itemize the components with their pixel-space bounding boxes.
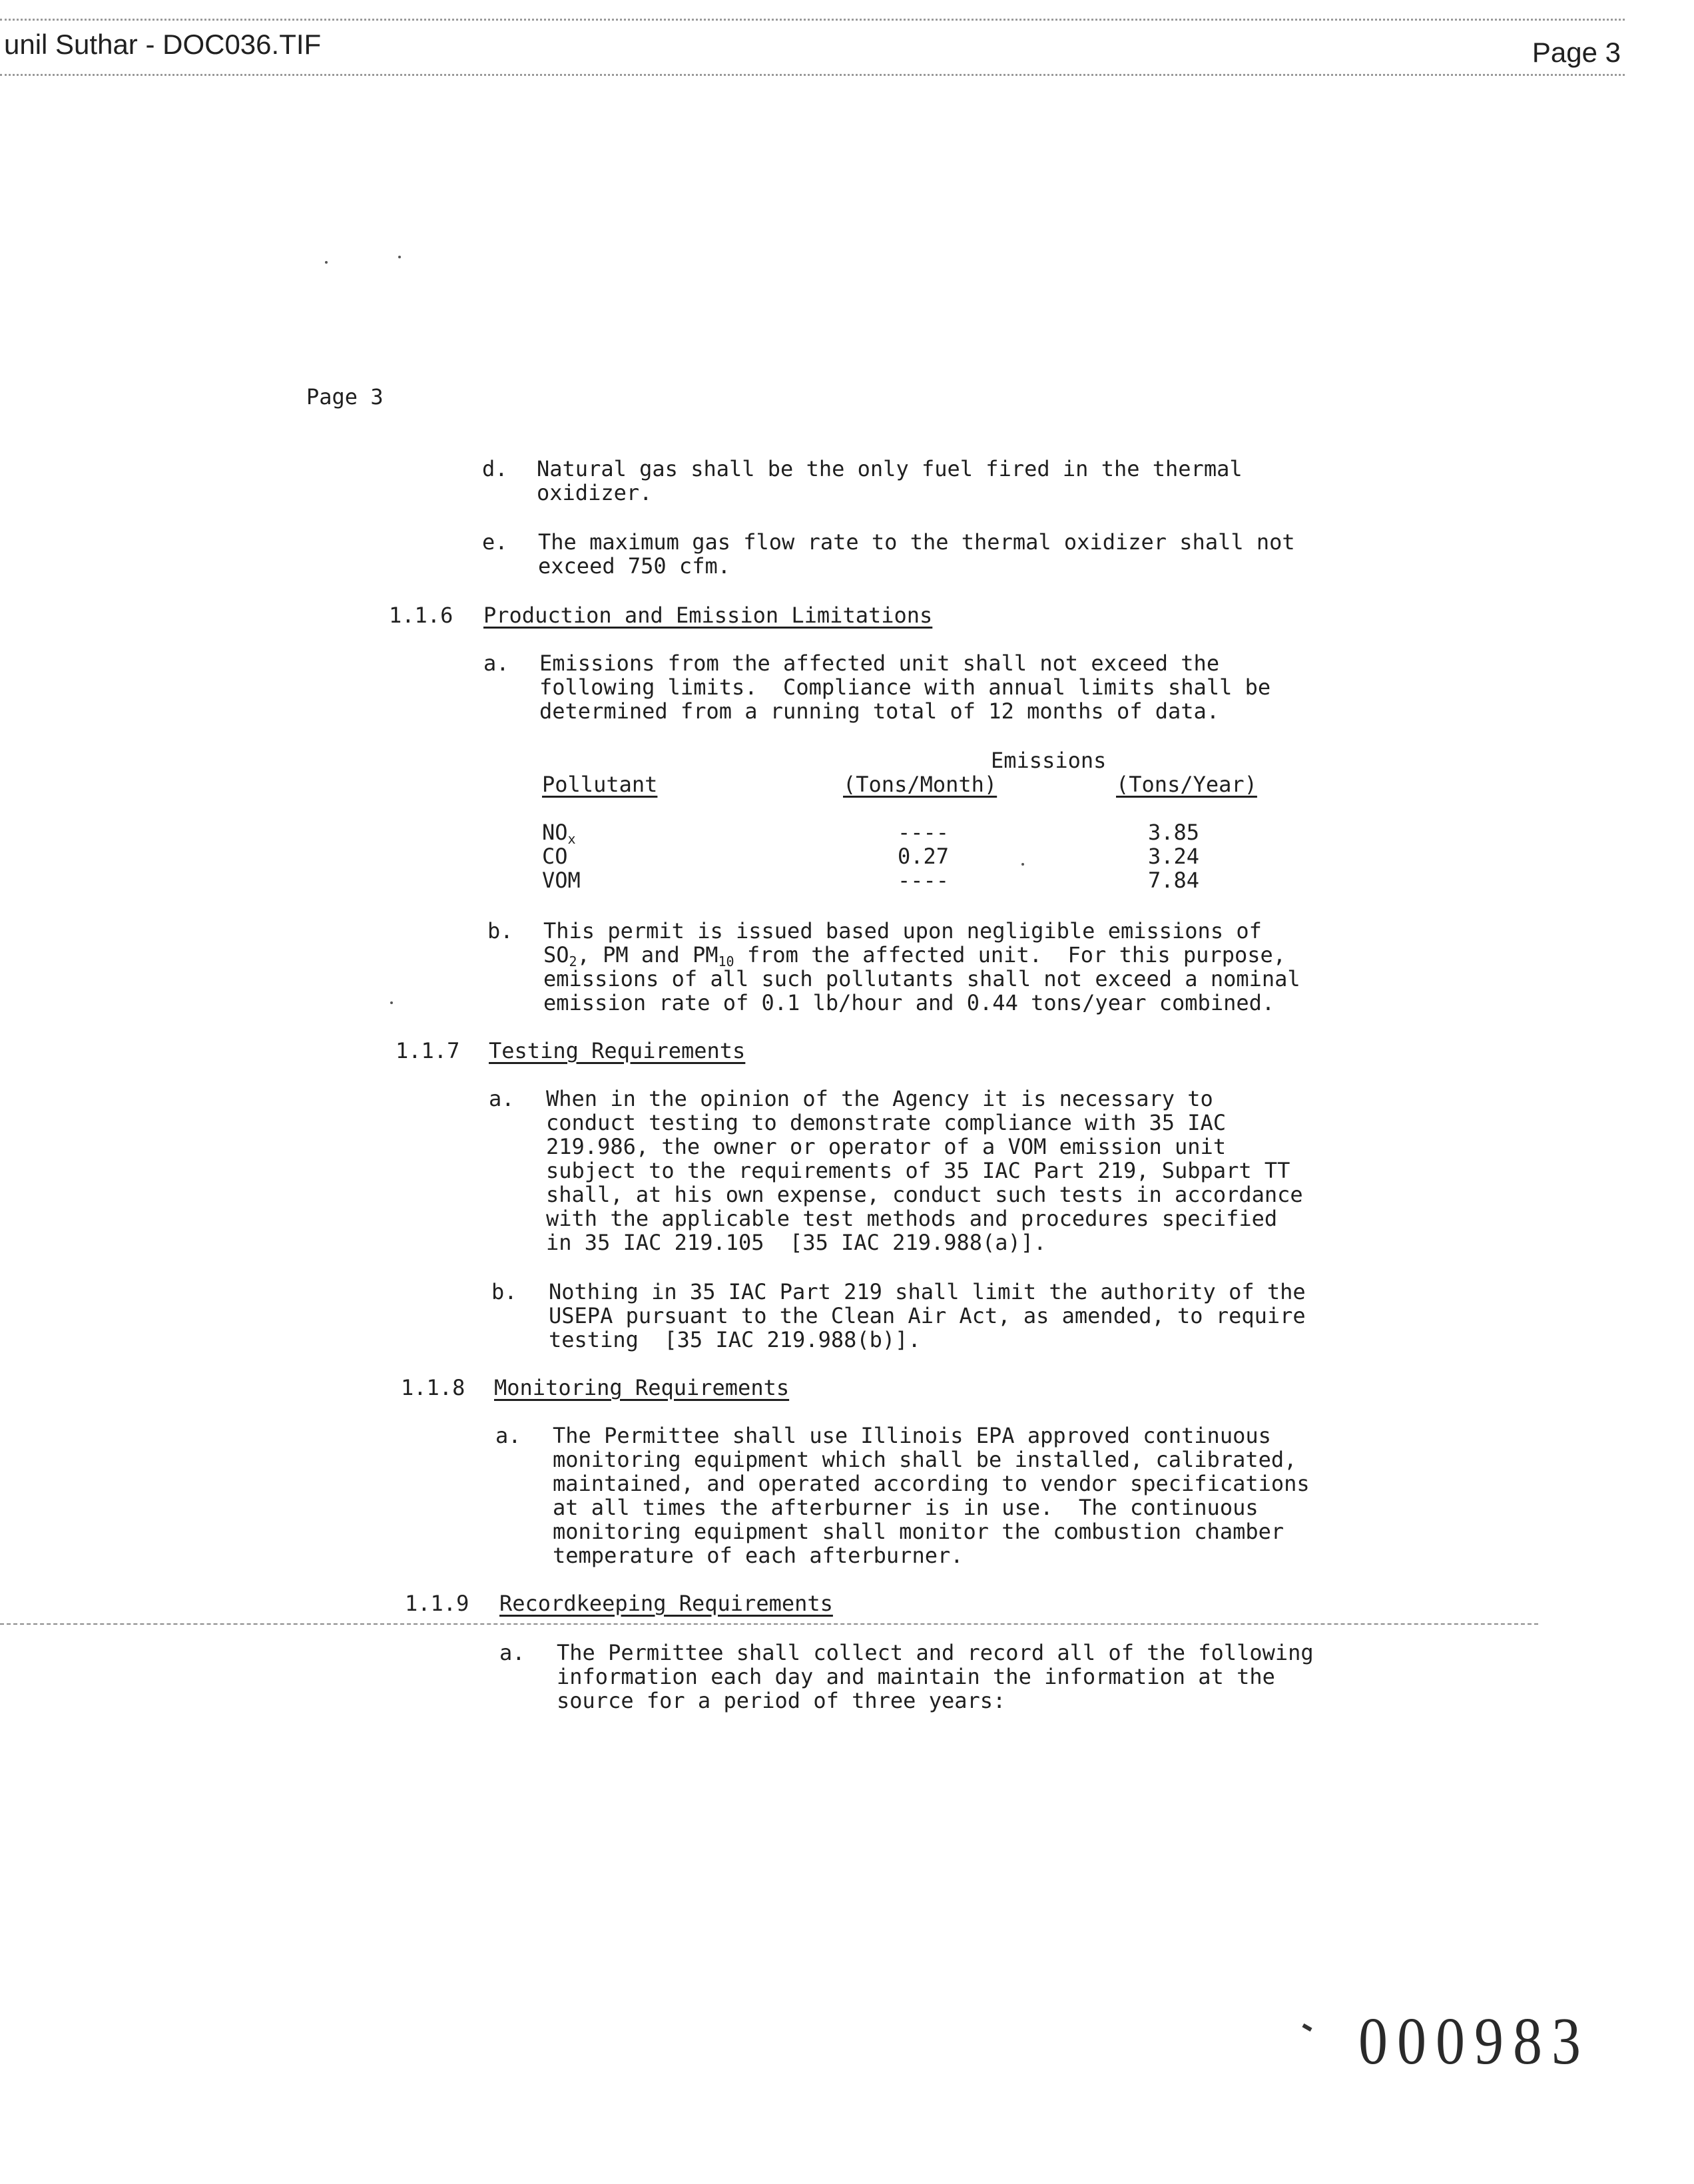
tons-year-cell: 7.84 bbox=[1148, 868, 1200, 893]
paragraph-line: with the applicable test methods and procedures specified bbox=[546, 1206, 1278, 1231]
scan-speck bbox=[390, 1001, 393, 1004]
bates-number: 000983 bbox=[1358, 2004, 1590, 2079]
section-number: 1.1.8 bbox=[401, 1375, 465, 1400]
paragraph-line: conduct testing to demonstrate compliance with 35 IAC bbox=[546, 1110, 1227, 1135]
item-a-marker: a. bbox=[489, 1086, 515, 1111]
page-number: Page 3 bbox=[306, 384, 384, 410]
paragraph-line: When in the opinion of the Agency it is necessary to bbox=[546, 1086, 1213, 1111]
section-number: 1.1.7 bbox=[396, 1038, 460, 1063]
section-number: 1.1.6 bbox=[389, 603, 453, 628]
item-d-marker: d. bbox=[482, 456, 508, 481]
item-a-marker: a. bbox=[495, 1423, 521, 1448]
paragraph-line: The Permittee shall use Illinois EPA approved continuous bbox=[553, 1423, 1271, 1448]
paragraph-line: emission rate of 0.1 lb/hour and 0.44 tons/year combined. bbox=[543, 990, 1275, 1015]
paragraph-line: Emissions from the affected unit shall not exceed the bbox=[539, 651, 1220, 676]
paragraph-line: This permit is issued based upon negligible emissions of bbox=[543, 918, 1262, 944]
section-heading: Production and Emission Limitations bbox=[483, 603, 933, 628]
header-page-label: Page 3 bbox=[1532, 37, 1621, 68]
paragraph-line: determined from a running total of 12 months of data. bbox=[539, 698, 1220, 724]
pollutant-cell: CO bbox=[542, 844, 568, 869]
paragraph-line: maintained, and operated according to vendor specifications bbox=[553, 1471, 1310, 1496]
item-d-line: Natural gas shall be the only fuel fired in the thermal bbox=[537, 456, 1243, 481]
paragraph-line: $SO_2$, PM and $PM_{10}$ from the affected unit. For this purpose, bbox=[543, 942, 1286, 969]
item-a-marker: a. bbox=[483, 651, 509, 676]
tons-month-cell: ---- bbox=[898, 820, 950, 845]
column-header-tons-month: (Tons/Month) bbox=[843, 772, 997, 797]
section-heading: Monitoring Requirements bbox=[494, 1375, 790, 1400]
section-number: 1.1.9 bbox=[405, 1591, 469, 1616]
tons-year-cell: 3.24 bbox=[1148, 844, 1200, 869]
tons-month-cell: ---- bbox=[898, 868, 950, 893]
paragraph-line: 219.986, the owner or operator of a VOM emission unit bbox=[546, 1134, 1227, 1159]
section-heading: Recordkeeping Requirements bbox=[499, 1591, 833, 1616]
paragraph-line: source for a period of three years: bbox=[557, 1688, 1006, 1713]
paragraph-line: temperature of each afterburner. bbox=[553, 1543, 964, 1568]
paragraph-line: at all times the afterburner is in use. The continuous bbox=[553, 1495, 1259, 1520]
paragraph-line: shall, at his own expense, conduct such tests in accordance bbox=[546, 1182, 1303, 1207]
item-d-line: oxidizer. bbox=[537, 480, 653, 505]
paragraph-line: emissions of all such pollutants shall not exceed a nominal bbox=[543, 966, 1300, 991]
scan-speck bbox=[325, 261, 328, 264]
paragraph-line: USEPA pursuant to the Clean Air Act, as amended, to require bbox=[549, 1303, 1306, 1328]
paragraph-line: Nothing in 35 IAC Part 219 shall limit the authority of the bbox=[549, 1279, 1306, 1304]
tons-year-cell: 3.85 bbox=[1148, 820, 1200, 845]
scan-speck bbox=[398, 256, 401, 258]
paragraph-line: monitoring equipment which shall be installed, calibrated, bbox=[553, 1447, 1297, 1472]
item-e-line: The maximum gas flow rate to the thermal oxidizer shall not bbox=[538, 529, 1295, 555]
paragraph-line: The Permittee shall collect and record all of the following bbox=[557, 1640, 1314, 1665]
section-heading: Testing Requirements bbox=[489, 1038, 746, 1063]
paragraph-line: following limits. Compliance with annual limits shall be bbox=[539, 675, 1271, 700]
paragraph-line: monitoring equipment shall monitor the combustion chamber bbox=[553, 1519, 1284, 1544]
item-e-line: exceed 750 cfm. bbox=[538, 553, 730, 579]
paragraph-line: testing [35 IAC 219.988(b)]. bbox=[549, 1327, 921, 1352]
pollutant-cell: $NO_x$ bbox=[542, 820, 576, 847]
scan-speck bbox=[1021, 863, 1024, 866]
item-b-marker: b. bbox=[491, 1279, 517, 1304]
document-title: unil Suthar - DOC036.TIF bbox=[4, 29, 322, 60]
column-header-pollutant: Pollutant bbox=[542, 772, 658, 797]
scan-artifact-line bbox=[0, 1623, 1538, 1625]
item-e-marker: e. bbox=[482, 529, 508, 555]
item-b-marker: b. bbox=[487, 918, 513, 944]
paragraph-line: in 35 IAC 219.105 [35 IAC 219.988(a)]. bbox=[546, 1230, 1047, 1255]
paragraph-line: information each day and maintain the information at the bbox=[557, 1664, 1275, 1689]
stamp-tick-mark bbox=[1302, 2024, 1312, 2032]
column-header-tons-year: (Tons/Year) bbox=[1116, 772, 1257, 797]
paragraph-line: subject to the requirements of 35 IAC Part 219, Subpart TT bbox=[546, 1158, 1290, 1183]
pollutant-cell: VOM bbox=[542, 868, 581, 893]
item-a-marker: a. bbox=[499, 1640, 525, 1665]
table-group-header: Emissions bbox=[991, 748, 1107, 773]
tons-month-cell: 0.27 bbox=[898, 844, 950, 869]
fax-header-bar bbox=[0, 19, 1625, 76]
